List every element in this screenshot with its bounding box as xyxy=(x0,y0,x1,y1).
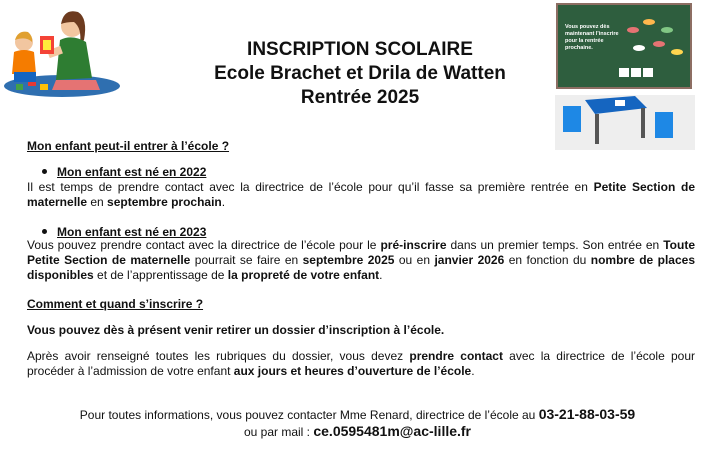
bullet-born-2023 xyxy=(42,225,206,239)
bullet-label: Mon enfant est né en 2023 xyxy=(57,225,207,239)
contact-phone-line: Pour toutes informations, vous pouvez contacter Mme Renard, directrice de l’école au 03-21-88-03-59 xyxy=(79,406,636,422)
admission-paragraph: Après avoir renseigné toutes les rubriques du dossier, vous devez prendre contact avec la directrice de l’école pour procéder à l’admission de votre enfant aux jours et heures d’ouverture de l’école. xyxy=(27,349,696,378)
title-line-2: Ecole Brachet et Drila de Watten xyxy=(214,63,506,84)
board-line-4: prochaine. xyxy=(565,45,593,51)
teacher-child-illustration xyxy=(0,0,122,100)
bullet-dot-icon xyxy=(42,229,47,234)
phone-number: 03-21-88-03-59 xyxy=(538,406,636,422)
section1-heading: Mon enfant peut-il entrer à l’école ? xyxy=(27,139,230,153)
contact-mail-line: ou par mail : ce.0595481m@ac-lille.fr xyxy=(243,423,472,439)
board-line-1: Vous pouvez dès xyxy=(565,24,610,30)
contact-footer xyxy=(0,406,715,440)
board-line-3: pour la rentrée xyxy=(565,38,604,44)
section2-heading: Comment et quand s’inscrire ? xyxy=(27,297,204,311)
bullet-label: Mon enfant est né en 2022 xyxy=(57,165,207,179)
page-title xyxy=(130,38,590,110)
paragraph-born-2023: Vous pouvez prendre contact avec la directrice de l’école pour le pré-inscrire dans un premier temps. Son entrée en Toute Petite Section de maternelle pourrait se faire en septembre 2025 ou en janvier 2026 en fonction du nombre de places disponibles et de l’apprentissage de la propreté de votre enfant. xyxy=(27,238,696,282)
board-line-2: maintenant l'inscrire xyxy=(565,31,619,37)
title-line-1: INSCRIPTION SCOLAIRE xyxy=(247,39,473,60)
bullet-born-2022 xyxy=(42,165,206,179)
retrieve-dossier-text: Vous pouvez dès à présent venir retirer un dossier d’inscription à l’école. xyxy=(27,323,445,337)
title-line-3: Rentrée 2025 xyxy=(300,87,420,108)
paragraph-born-2022: Il est temps de prendre contact avec la directrice de l’école pour qu’il fasse sa première rentrée en Petite Section de maternelle en septembre prochain. xyxy=(27,180,695,209)
bullet-dot-icon xyxy=(42,169,47,174)
email-address[interactable]: ce.0595481m@ac-lille.fr xyxy=(313,423,472,439)
